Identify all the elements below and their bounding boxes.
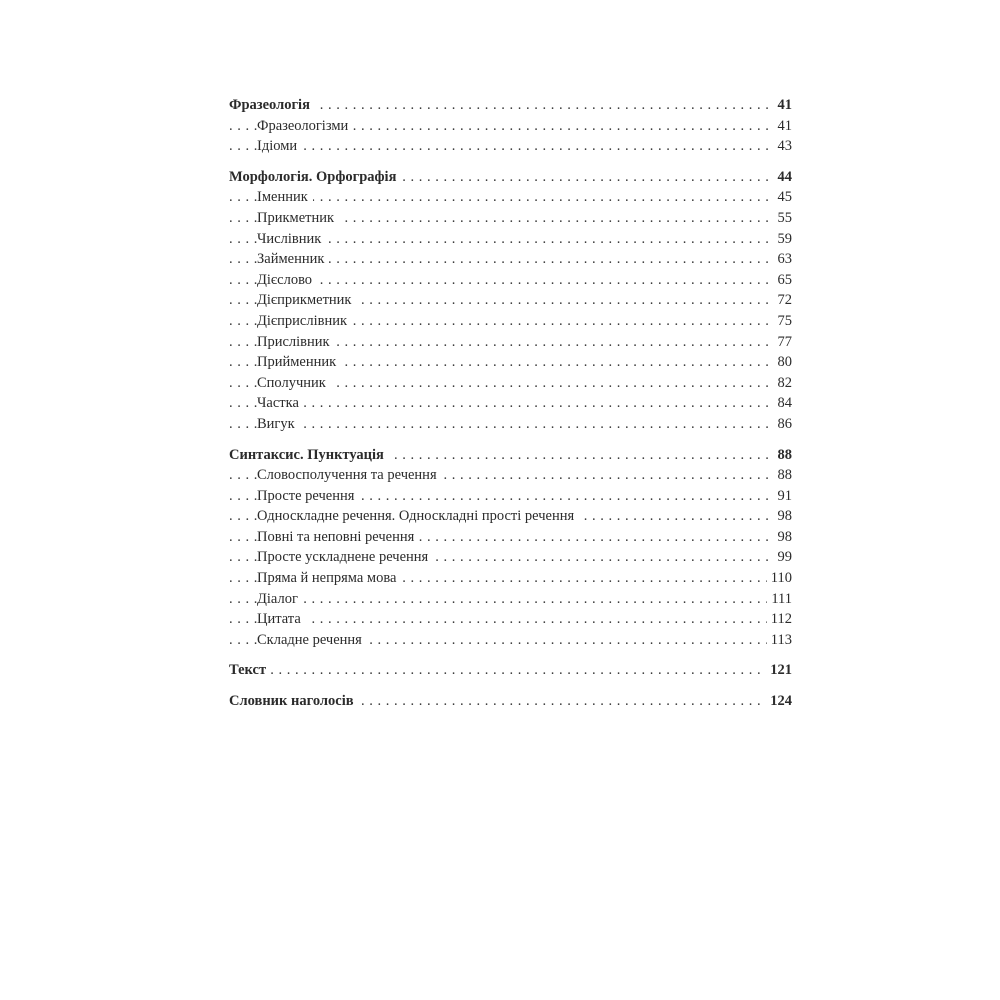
- toc-entry-label: Фразеологізми: [257, 118, 353, 134]
- toc-entry[interactable]: [229, 270, 792, 291]
- toc-entry-label: Складне речення: [257, 632, 367, 648]
- toc-entry-label: Прийменник: [257, 354, 341, 370]
- toc-page-number: 111: [767, 589, 792, 610]
- toc-entry-label: Дієприкметник: [257, 292, 356, 308]
- toc-entry[interactable]: [229, 229, 792, 250]
- toc-heading[interactable]: [229, 445, 792, 466]
- toc-page-number: 75: [774, 311, 793, 332]
- toc-page-number: 98: [774, 506, 793, 527]
- toc-page-number: 88: [774, 445, 793, 466]
- toc-entry-label: Односкладне речення. Односкладні прості речення: [257, 508, 579, 524]
- toc-entry[interactable]: [229, 465, 792, 486]
- toc-entry[interactable]: [229, 332, 792, 353]
- toc-page-number: 112: [767, 609, 792, 630]
- toc-entry[interactable]: [229, 136, 792, 157]
- toc-page-number: 41: [774, 116, 793, 137]
- toc-entry-label: Вигук: [257, 416, 300, 432]
- toc-page-number: 45: [774, 187, 793, 208]
- toc-entry-label: Словосполучення та речення: [257, 467, 442, 483]
- toc-entry[interactable]: [229, 547, 792, 568]
- toc-section-syntax: [229, 445, 792, 651]
- toc-entry-label: Пряма й непряма мова: [257, 570, 401, 586]
- toc-page-number: 110: [767, 568, 792, 589]
- toc-entry-label: Прикметник: [257, 210, 339, 226]
- toc-entry-label: Займенник: [257, 251, 329, 267]
- toc-page-number: 72: [774, 290, 793, 311]
- toc-page-number: 91: [774, 486, 793, 507]
- toc-page-number: 41: [774, 95, 793, 116]
- toc-entry[interactable]: [229, 290, 792, 311]
- toc-page-number: 98: [774, 527, 793, 548]
- toc-heading-title: Словник наголосів: [229, 693, 359, 709]
- toc-entry[interactable]: [229, 393, 792, 414]
- toc-page-number: 43: [774, 136, 793, 157]
- toc-entry-label: Іменник: [257, 189, 313, 205]
- toc-heading[interactable]: [229, 95, 792, 116]
- toc-entry[interactable]: [229, 568, 792, 589]
- toc-entry[interactable]: [229, 373, 792, 394]
- toc-page-number: 63: [774, 249, 793, 270]
- toc-entry-label: Сполучник: [257, 375, 331, 391]
- toc-entry-label: Ідіоми: [257, 138, 302, 154]
- toc-page-number: 80: [774, 352, 793, 373]
- toc-entry-label: Прислівник: [257, 334, 335, 350]
- toc-entry-label: Дієприслівник: [257, 313, 352, 329]
- toc-heading[interactable]: [229, 691, 792, 712]
- toc-entry[interactable]: [229, 589, 792, 610]
- toc-heading-title: Синтаксис. Пунктуація: [229, 447, 389, 463]
- toc-entry[interactable]: [229, 630, 792, 651]
- toc-heading-title: Фразеологія: [229, 97, 315, 113]
- toc-entry-label: Діалог: [257, 591, 303, 607]
- toc-heading-title: Морфологія. Орфографія: [229, 169, 401, 185]
- toc-page-number: 65: [774, 270, 793, 291]
- toc-page-number: 86: [774, 414, 793, 435]
- toc-entry[interactable]: [229, 609, 792, 630]
- toc-section-stress-dictionary: [229, 691, 792, 712]
- toc-section-text: [229, 660, 792, 681]
- toc-entry[interactable]: [229, 249, 792, 270]
- toc-page-number: 124: [766, 691, 792, 712]
- toc-section-morphology: [229, 167, 792, 435]
- toc-entry-label: Цитата: [257, 611, 306, 627]
- toc-entry-label: Дієслово: [257, 272, 317, 288]
- toc-entry[interactable]: [229, 352, 792, 373]
- toc-entry-label: Частка: [257, 395, 304, 411]
- toc-heading-title: Текст: [229, 662, 271, 678]
- toc-entry[interactable]: [229, 208, 792, 229]
- toc-page-number: 82: [774, 373, 793, 394]
- table-of-contents: [229, 95, 792, 722]
- toc-entry[interactable]: [229, 506, 792, 527]
- toc-page-number: 44: [774, 167, 793, 188]
- toc-heading[interactable]: [229, 167, 792, 188]
- toc-page-number: 99: [774, 547, 793, 568]
- toc-page-number: 84: [774, 393, 793, 414]
- toc-entry[interactable]: [229, 187, 792, 208]
- toc-page-number: 77: [774, 332, 793, 353]
- toc-entry-label: Числівник: [257, 231, 326, 247]
- toc-page-number: 59: [774, 229, 793, 250]
- toc-page-number: 88: [774, 465, 793, 486]
- toc-page-number: 55: [774, 208, 793, 229]
- toc-entry[interactable]: [229, 311, 792, 332]
- toc-entry-label: Просте ускладнене речення: [257, 549, 433, 565]
- toc-entry[interactable]: [229, 116, 792, 137]
- toc-entry-label: Просте речення: [257, 488, 359, 504]
- toc-entry[interactable]: [229, 414, 792, 435]
- toc-entry[interactable]: [229, 527, 792, 548]
- toc-entry-label: Повні та неповні речення: [257, 529, 419, 545]
- toc-page-number: 121: [766, 660, 792, 681]
- toc-heading[interactable]: [229, 660, 792, 681]
- toc-page-number: 113: [767, 630, 792, 651]
- toc-entry[interactable]: [229, 486, 792, 507]
- toc-section-phraseology: [229, 95, 792, 157]
